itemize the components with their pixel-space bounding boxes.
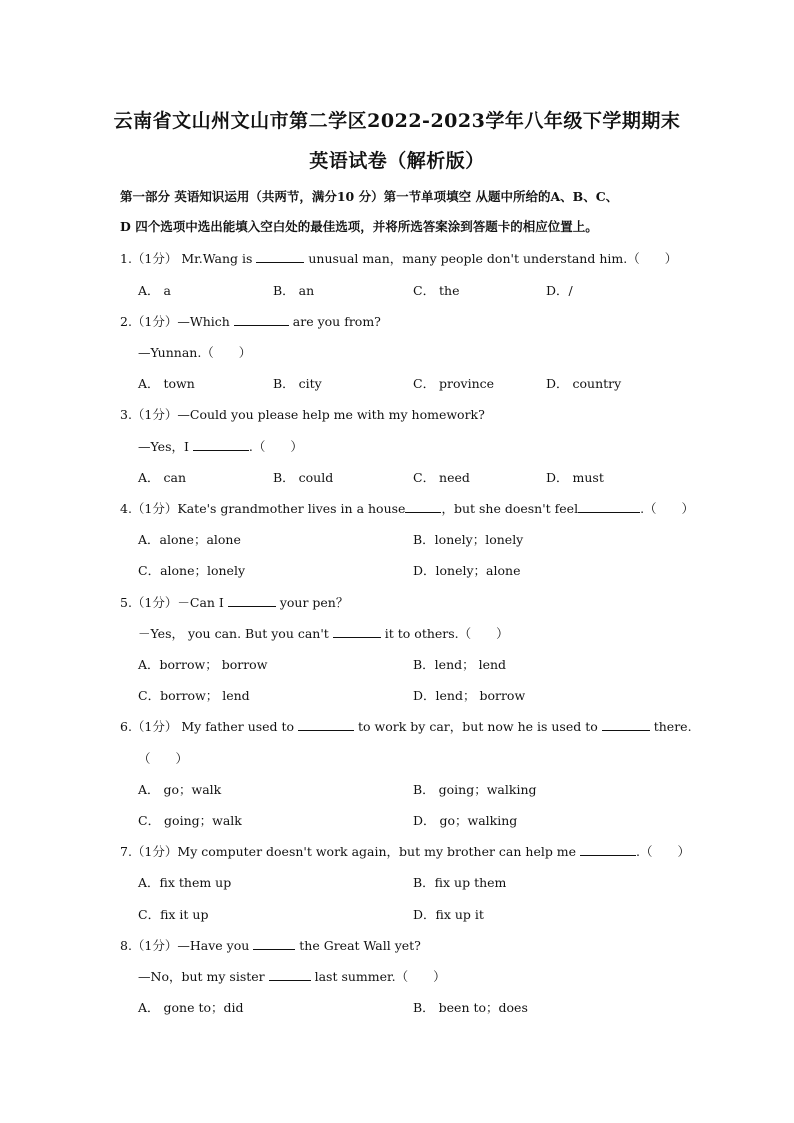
question-6-stem: 6.（1分） My father used to to work by car，but now he is used to there.: [120, 719, 692, 734]
option-b: B．fix up them: [413, 875, 507, 890]
question-2-stem: 2.（1分）—Which are you from?: [120, 314, 381, 329]
question-number: 2.（1分）: [120, 314, 178, 329]
section-instructions-line1: 第一部分 英语知识运用（共两节，满分10 分）第一节单项填空 从题中所给的A、B、C、: [120, 189, 619, 204]
question-number: 1.（1分）: [120, 251, 178, 266]
answer-blank: [578, 500, 640, 513]
option-d: D． country: [546, 376, 622, 391]
document-title-line2: 英语试卷（解析版）: [309, 150, 485, 172]
option-c: C．fix it up: [138, 907, 209, 922]
option-c: C． the: [413, 283, 460, 298]
question-5-response: －Yes， you can. But you can't it to others.（ ）: [138, 626, 509, 641]
option-a: A．alone；alone: [138, 532, 241, 547]
option-b: B． going；walking: [413, 782, 537, 797]
option-a: A． go；walk: [138, 782, 222, 797]
question-number: 3.（1分）: [120, 407, 178, 422]
answer-blank: [234, 313, 289, 326]
option-a: A． can: [138, 470, 187, 485]
option-a: A． a: [138, 283, 171, 298]
answer-blank: [256, 250, 304, 263]
option-c: C． going；walk: [138, 813, 242, 828]
answer-blank: [405, 500, 441, 513]
question-number: 4.（1分）: [120, 501, 178, 516]
question-number: 6.（1分）: [120, 719, 178, 734]
question-4-stem: 4.（1分）Kate's grandmother lives in a house ，but she doesn't feel .（ ）: [120, 501, 695, 516]
question-7-stem: 7.（1分）My computer doesn't work again，but my brother can help me .（ ）: [120, 844, 691, 859]
question-3-stem: 3.（1分）—Could you please help me with my homework?: [120, 407, 485, 422]
option-d: D．lend； borrow: [413, 688, 526, 703]
option-b: B． an: [273, 283, 315, 298]
option-d: D．/: [546, 283, 573, 298]
option-b: B． been to；does: [413, 1000, 528, 1015]
answer-blank: [298, 718, 354, 731]
option-b: B． city: [273, 376, 322, 391]
option-d: D． go；walking: [413, 813, 518, 828]
answer-blank: [269, 968, 311, 981]
question-number: 7.（1分）: [120, 844, 178, 859]
answer-blank: [580, 843, 636, 856]
option-c: C．alone；lonely: [138, 563, 246, 578]
question-8-stem: 8.（1分）—Have you the Great Wall yet?: [120, 938, 421, 953]
option-c: C．borrow； lend: [138, 688, 250, 703]
option-a: A．borrow； borrow: [138, 657, 268, 672]
answer-blank: [333, 625, 381, 638]
question-2-response: —Yunnan.（ ）: [138, 345, 252, 360]
question-1-stem: 1.（1分） Mr.Wang is unusual man，many people don't understand him.（ ）: [120, 251, 678, 266]
question-6-answer-parens: （ ）: [138, 751, 189, 766]
answer-blank: [253, 937, 295, 950]
option-d: D． must: [546, 470, 604, 485]
section-instructions-line2: D 四个选项中选出能填入空白处的最佳选项，并将所选答案涂到答题卡的相应位置上。: [120, 219, 598, 234]
option-b: B．lonely；lonely: [413, 532, 524, 547]
question-number: 8.（1分）: [120, 938, 178, 953]
option-a: A． gone to；did: [138, 1000, 244, 1015]
question-8-response: —No，but my sister last summer.（ ）: [138, 969, 446, 984]
option-b: B． could: [273, 470, 334, 485]
answer-blank: [193, 438, 249, 451]
question-3-response: —Yes，I .（ ）: [138, 439, 303, 454]
option-d: D．fix up it: [413, 907, 484, 922]
option-a: A．fix them up: [138, 875, 232, 890]
document-title-line1: 云南省文山州文山市第二学区2022-2023学年八年级下学期期末: [113, 110, 681, 132]
question-number: 5.（1分）: [120, 595, 178, 610]
answer-blank: [228, 594, 276, 607]
option-d: D．lonely；alone: [413, 563, 521, 578]
option-c: C． province: [413, 376, 495, 391]
option-c: C． need: [413, 470, 470, 485]
option-b: B．lend； lend: [413, 657, 507, 672]
answer-blank: [602, 718, 650, 731]
option-a: A． town: [138, 376, 195, 391]
question-5-stem: 5.（1分）－Can I your pen？: [120, 595, 349, 610]
